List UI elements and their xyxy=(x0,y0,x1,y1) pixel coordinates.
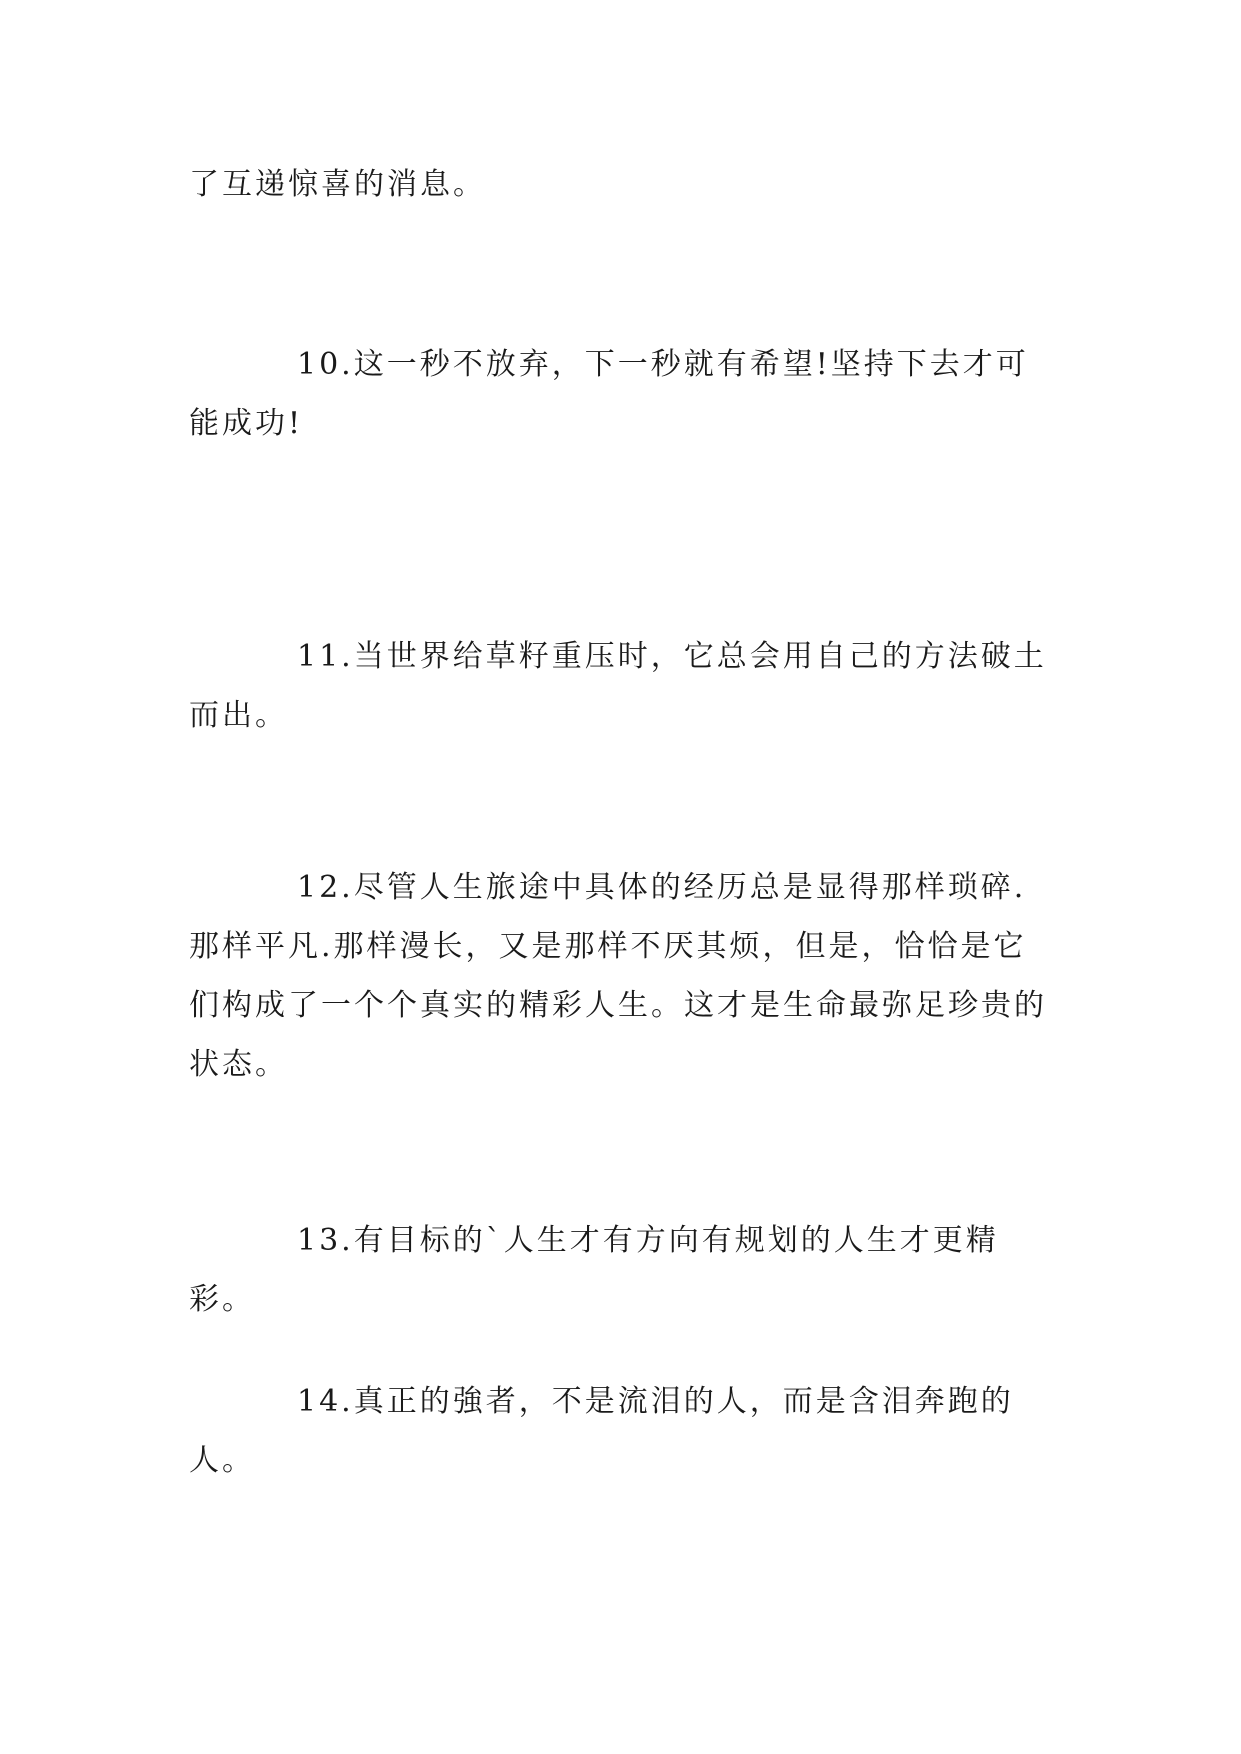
paragraph-continuation: 了互递惊喜的消息。 xyxy=(189,167,486,202)
paragraph-item-13: 13.有目标的`人生才有方向有规划的人生才更精彩。 xyxy=(189,1223,999,1317)
paragraph-item-14: 14.真正的強者，不是流泪的人，而是含泪奔跑的人。 xyxy=(189,1384,1014,1478)
paragraph-item-11: 11.当世界给草籽重压时，它总会用自己的方法破土而出。 xyxy=(189,639,1047,733)
paragraph-item-10: 10.这一秒不放弃，下一秒就有希望!坚持下去才可能成功! xyxy=(189,347,1029,441)
paragraph-item-12: 12.尽管人生旅途中具体的经历总是显得那样琐碎.那样平凡.那样漫长，又是那样不厌其烦，但是，恰恰是它们构成了一个个真实的精彩人生。这才是生命最弥足珍贵的状态。 xyxy=(189,870,1047,1082)
